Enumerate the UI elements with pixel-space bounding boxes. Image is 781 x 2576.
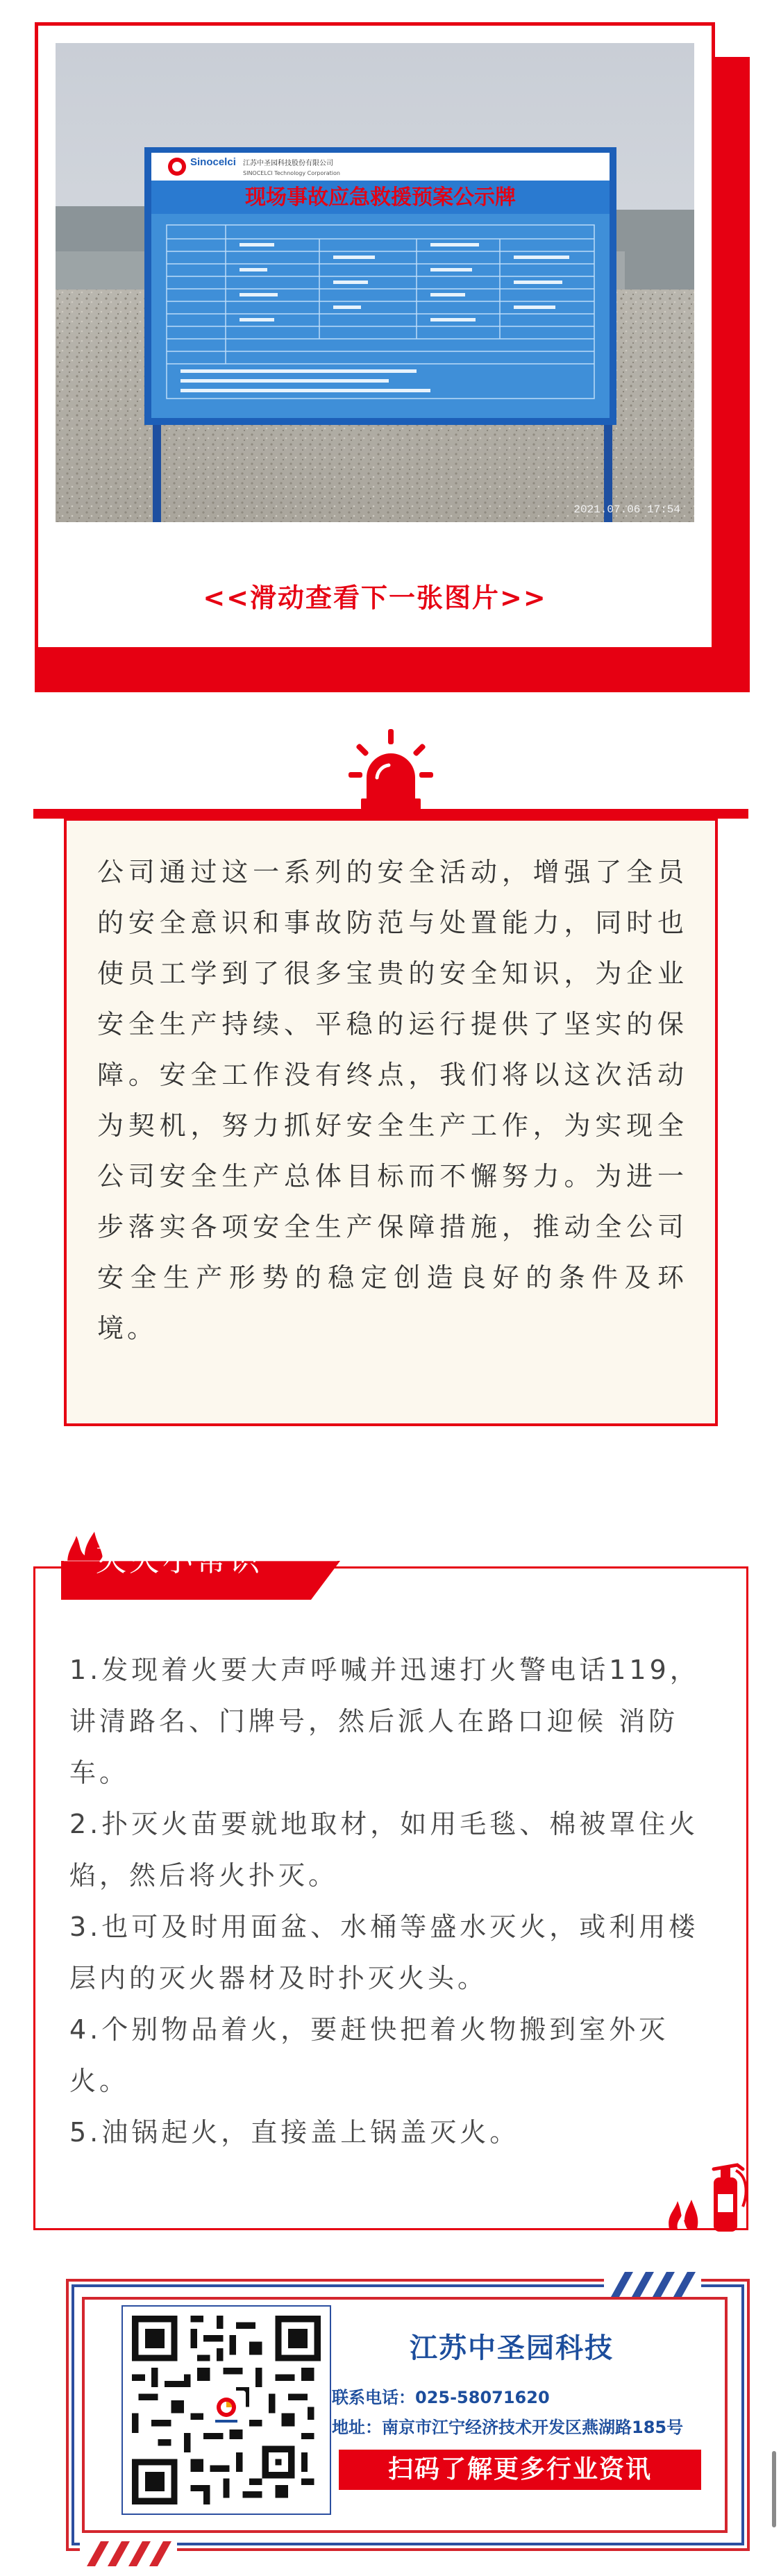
address-text: 南京市江宁经济技术开发区燕湖路185号 — [382, 2418, 684, 2437]
alarm-beacon-icon — [346, 722, 436, 812]
safety-summary-box — [64, 818, 718, 1426]
scan-cta-banner: 扫码了解更多行业资讯 — [339, 2450, 701, 2490]
section-divider-line — [33, 809, 748, 819]
sign-company-en: SINOCELCI Technology Corporation — [243, 170, 340, 176]
scrollbar-thumb[interactable] — [772, 2451, 776, 2527]
fire-tip-item: 2.扑灭火苗要就地取材，如用毛毯、棉被罩住火焰，然后将火扑灭。 — [69, 1809, 699, 1891]
fire-extinguisher-icon — [665, 2151, 755, 2234]
fire-tip-item: 3.也可及时用面盆、水桶等盛水灭火，或利用楼层内的灭火器材及时扑灭火头。 — [69, 1912, 699, 1993]
swipe-hint: <<滑动查看下一张图片>> — [203, 583, 547, 613]
site-photo-scene — [56, 43, 694, 522]
site-photo[interactable] — [56, 43, 694, 522]
fire-tip-item: 1.发现着火要大声呼喊并迅速打火警电话119，讲清路名、门牌号，然后派人在路口迎候 消防车。 — [69, 1655, 700, 1788]
footer-stripes-top — [604, 2272, 701, 2297]
sign-title: 现场事故应急救援预案公示牌 — [245, 185, 516, 210]
address-label: 地址： — [332, 2418, 382, 2437]
fire-tips-list — [69, 1644, 722, 2158]
sign-company: 江苏中圣园科技股份有限公司 — [243, 160, 333, 167]
footer-company-name: 江苏中圣园科技 — [410, 2332, 614, 2364]
footer-stripes-bottom — [80, 2541, 177, 2566]
footer-phone — [332, 2384, 550, 2408]
fire-tip-item: 4.个别物品着火，要赶快把着火物搬到室外灭火。 — [69, 2014, 669, 2096]
photo-timestamp: 2021.07.06 17:54 — [573, 503, 680, 516]
footer-address — [332, 2414, 683, 2438]
qr-center-logo-icon — [207, 2391, 246, 2429]
phone-number[interactable]: 025-58071620 — [415, 2388, 550, 2407]
safety-summary-text: 公司通过这一系列的安全活动，增强了全员的安全意识和事故防范与处置能力，同时也使员工学到了很多宝贵的安全知识，为企业安全生产持续、平稳的运行提供了坚实的保障。安全工作没有终点，我们将以这次活动为契机，努力抓好安全生产工作，为实现全公司安全生产总体目标而不懈努力。为进一步落实各项安全生产保障措施，推动全公司安全生产形势的稳定创造良好的条件及环境。 — [97, 857, 687, 1344]
phone-label: 联系电话： — [332, 2388, 415, 2407]
fire-tip-item: 5.油锅起火，直接盖上锅盖灭火。 — [69, 2117, 520, 2148]
sign-brand: Sinocelci — [190, 156, 236, 168]
fire-tips-title: 灭火小常识 — [96, 1543, 262, 1578]
